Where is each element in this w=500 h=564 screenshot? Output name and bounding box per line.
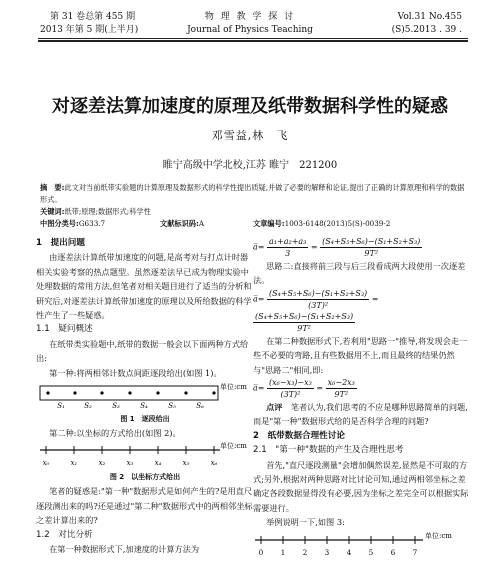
numerator: (S₄+S₅+S₆)−(S₁+S₂+S₃) (322, 237, 421, 246)
fraction (267, 288, 369, 311)
header-page-no: (S)5.2013 . 39 . (391, 25, 462, 35)
eq-lhs: a̅= (253, 383, 265, 393)
point-label: 0 (258, 548, 264, 557)
coord-label: x₆ (210, 459, 218, 468)
header-vol-no: Vol.31 No.455 (397, 12, 462, 22)
subsection-heading-2-1: 2.1 "第一种"数据的产生及合理性思考 (253, 445, 404, 456)
figure-1-caption: 图 1 逐段给出 (120, 415, 170, 424)
paragraph: 在第一种数据形式下,加速度的计算方法为 (49, 544, 200, 555)
denominator: (3T)² (308, 300, 329, 310)
header-rule-thin (38, 38, 468, 39)
denominator: 3 (285, 249, 291, 258)
paragraph: 第二种:以坐标的方式给出(如图 2)。 (49, 428, 181, 439)
fraction (326, 377, 357, 400)
right-column (253, 236, 469, 560)
doc-code-label: 文献标识码: (160, 219, 199, 228)
coord-label: x₃ (126, 459, 134, 468)
figure-1-tape (36, 380, 254, 412)
point-label: 7 (412, 548, 418, 557)
coord-label: x₅ (182, 459, 190, 468)
comment-paragraph (253, 400, 469, 429)
abstract-block (40, 182, 465, 218)
article-title: 对逐差法算加速度的原理及纸带数据科学性的疑惑 (52, 96, 448, 117)
numerator: (S₄+S₅+S₆)−(S₁+S₂+S₃) (255, 311, 354, 321)
tape-dot (73, 391, 76, 394)
header-issue-date: 2013 年第 5 期(上半月) (40, 25, 139, 35)
doc-code-value: A (198, 219, 205, 228)
subsection-heading-1-1: 1.1 疑问概述 (36, 324, 93, 335)
equation-3: a̅= $\frac{\text{(x₆−x₃)−x₃}}{\text{(3T)²}}$ = $\frac{\text{x₆−2x₃}}{\text{9T²}}$ (253, 378, 355, 400)
paragraph: 首先,"直尺逐段测量"会增加偶然误差,显然是不可取的方式;另外,根据对两种思路对比讨论可知,通过两相邻坐标之差确定各段数据显得没有必要,因为坐标之差完全可以根据实际需要进行。 (253, 459, 469, 513)
figure-3-svg (253, 530, 469, 560)
point-label: 2 (302, 548, 308, 557)
paragraph: 思路二:直接将前三段与后三段看成两大段使用一次逐差法。 (253, 261, 466, 286)
numerator: a₁+a₂+a₃ (269, 237, 307, 246)
article-authors: 邓雪益,林 飞 (211, 129, 289, 142)
left-column (36, 236, 254, 557)
comment-label: 点评 (266, 402, 283, 413)
coord-label: x₂ (98, 459, 106, 468)
unit-label: 单位:cm (425, 531, 452, 540)
eq-lhs: a̅= (253, 294, 265, 304)
doc-code (160, 219, 204, 229)
unit-label: 单位:cm (220, 442, 247, 451)
fraction (253, 311, 355, 334)
paragraph: 在纸带类实验题中,纸带的数据一般会以下面两种方式给出: (36, 338, 249, 364)
tape-dot (46, 391, 49, 394)
header-journal-en: Journal of Physics Teaching (187, 25, 313, 35)
abstract-text: 此文对当前纸带实验题的计算原理及数据形式的科学性提出质疑,并做了必要的解释和论证,提出了正确的计算原理和科学的数据形式。 (40, 183, 465, 204)
section-heading-1: 1 提出问题 (36, 238, 85, 248)
paragraph: 笔者的疑惑是:"第一种"数据形式是如何产生的?是用直尺逐段测出来的吗?还是通过"第二种"数据形式中的两相邻坐标之差计算出来的? (36, 486, 253, 526)
header-rule-thick (38, 40, 468, 42)
coord-label: x₄ (154, 459, 162, 468)
paragraph: 举例说明一下,如图 3: (266, 517, 345, 528)
paragraph: 在第二种数据形式下,若利用"思路一"推导,将发现会走一些不必要的弯路,且有些数据用不上,而且最终的结果仍然与"思路二"相同,即: (253, 335, 468, 375)
coord-label: x₁ (70, 459, 78, 468)
unit-label: 单位:cm (220, 383, 247, 392)
abstract-label: 摘 要: (40, 183, 65, 192)
article-id (253, 219, 390, 229)
equation-2: a̅= $\frac{\text{(S₄+S₅+S₆)−(S₁+S₂+S₃)}}{\text{(3T)²}}$ = $\frac{\text{(S₄+S₅+S₆)−(S₁+S₂+S₃)}}{\text{9T²}}$ (253, 288, 379, 333)
figure-2-svg (36, 440, 254, 470)
fraction (267, 377, 314, 400)
tape-dot (100, 391, 103, 394)
section-heading-2: 2 纸带数据合理性讨论 (253, 430, 345, 441)
class-number (40, 219, 105, 229)
class-number-label: 中图分类号: (40, 219, 79, 228)
keywords-text: 纸带;原理;数据形式;科学性 (64, 207, 151, 216)
figure-2-tape (36, 440, 254, 470)
numerator: x₆−2x₃ (327, 378, 355, 388)
article-id-value: 1003-6148(2013)5(S)-0039-2 (284, 219, 391, 228)
paragraph: 第一种:将两相邻计数点间距逐段给出(如图 1)。 (49, 367, 222, 378)
tape-dot (184, 391, 187, 394)
denominator: 9T² (297, 323, 311, 333)
subsection-heading-1-2: 1.2 对比分析 (36, 529, 93, 540)
figure-3-tape (253, 530, 469, 560)
header-volume: 第 31 卷总第 455 期 (50, 12, 136, 22)
point-label: 5 (368, 548, 374, 557)
segment-label: S₅ (168, 402, 176, 411)
numerator: (S₄+S₅+S₆)−(S₁+S₂+S₃) (269, 288, 368, 298)
denominator: 9T² (364, 249, 379, 258)
article-id-label: 文章编号: (253, 219, 285, 228)
article-affiliation: 睢宁高级中学北校,江苏 睢宁 221200 (162, 160, 338, 171)
point-label: 4 (346, 548, 352, 557)
figure-1-svg (36, 380, 254, 412)
figure-2-caption: 图 2 以坐标方式给出 (109, 473, 181, 482)
segment-label: S₆ (196, 402, 204, 411)
fraction (320, 236, 422, 259)
segment-label: S₁ (57, 402, 65, 411)
numerator: (x₆−x₃)−x₃ (269, 378, 312, 388)
tape-dots (46, 391, 215, 394)
point-label: 3 (324, 548, 330, 557)
tape-dot (156, 391, 159, 394)
segment-label: S₃ (112, 402, 120, 411)
header-journal-cn: 物 理 教 学 探 讨 (204, 12, 296, 22)
tape-dot (212, 391, 215, 394)
equation-1: a̅= $\frac{\text{a₁+a₂+a₃}}{3}$ = $\frac{\text{(S₄+S₅+S₆)−(S₁+S₂+S₃)}}{\text{9T²}}$ (253, 237, 421, 258)
segment-label: S₂ (84, 402, 92, 411)
denominator: (3T)² (280, 390, 301, 400)
class-number-value: G633.7 (78, 219, 106, 228)
eq-lhs: a̅= (253, 242, 265, 252)
comment-text: 笔者认为,我们思考的不应是哪种思路简单的问题,而是"第一种"数据形式给的是否科学合理的问题? (253, 402, 468, 427)
point-label: 1 (280, 548, 286, 557)
denominator: 9T² (334, 390, 349, 400)
tape-dot (128, 391, 131, 394)
point-label: 6 (390, 548, 396, 557)
coord-label: x₀ (42, 459, 50, 468)
fraction (267, 236, 308, 259)
keywords-label: 关键词: (40, 207, 65, 216)
segment-label: S₄ (140, 402, 148, 411)
paragraph: 由逐差法计算纸带加速度的问题,是高考对与打点计时器相关实验考察的热点题型。虽然逐差法早已成为物理实验中处理数据的常用方法,但笔者对相关题目进行了适当的分析和研究后,对逐差法计算纸带加速度的原理以及所给数据的科学性产生了一些疑惑。 (36, 252, 252, 321)
